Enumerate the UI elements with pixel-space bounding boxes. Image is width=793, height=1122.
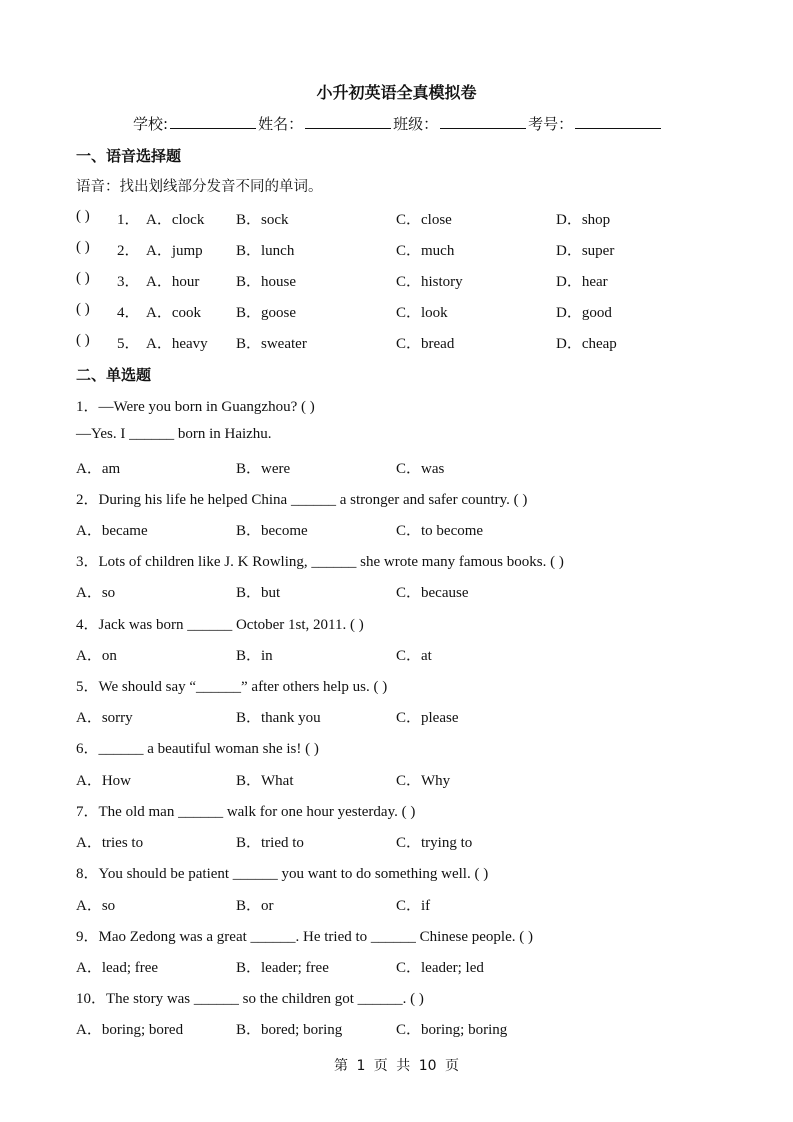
question-number: 1． [117,212,140,228]
option-a: A．on [76,648,117,664]
phonetics-question-1 [0,208,793,230]
option-c: C．look [396,305,448,321]
option-b: B．lunch [236,243,295,259]
option-b: B．in [236,648,273,664]
mcq-5-stem [0,675,793,697]
option-a: A．sorry [76,710,133,726]
mcq-6-options [0,769,793,791]
option-b: B．sweater [236,336,307,352]
answer-paren[interactable]: ( ) [76,270,90,286]
option-a: A．How [76,773,131,789]
name-blank[interactable] [305,113,391,129]
mcq-4-stem [0,613,793,635]
mcq-8-stem [0,862,793,884]
mcq-10-options [0,1018,793,1040]
question-stem: 9．Mao Zedong was a great ______. He tried to ______ Chinese people. ( ) [76,929,533,945]
phonetics-question-4 [0,301,793,323]
question-stem: 4．Jack was born ______ October 1st, 2011. ( ) [76,617,364,633]
question-stem: 2．During his life he helped China ______ a stronger and safer country. ( ) [76,492,528,508]
name-label: 姓名： [258,115,304,133]
option-a: A．so [76,585,116,601]
option-a: A．clock [146,212,205,228]
question-stem-reply: —Yes. I ______ born in Haizhu. [76,426,272,442]
question-stem: 6．______ a beautiful woman she is! ( ) [76,741,319,757]
option-b: B．tried to [236,835,304,851]
option-c: C．to become [396,523,484,539]
option-d: D．hear [556,274,608,290]
question-stem: 3．Lots of children like J. K Rowling, ______ she wrote many famous books. ( ) [76,554,564,570]
option-b: B．bored; boring [236,1022,343,1038]
option-a: A．jump [146,243,203,259]
option-a: A．tries to [76,835,144,851]
option-b: B．leader; free [236,960,329,976]
question-stem: 8．You should be patient ______ you want to do something well. ( ) [76,866,489,882]
page-footer: 第 1 页 共 10 页 [334,1058,459,1074]
option-c: C．if [396,898,431,914]
student-info-line [133,113,663,134]
option-c: C．because [396,585,469,601]
option-a: A．boring; bored [76,1022,184,1038]
mcq-1-stem-reply [0,426,793,448]
option-b: B．goose [236,305,297,321]
option-c: C．bread [396,336,455,352]
option-a: A．so [76,898,116,914]
question-number: 5． [117,336,140,352]
option-a: A．heavy [146,336,208,352]
option-c: C．boring; boring [396,1022,508,1038]
option-b: B．become [236,523,308,539]
mcq-4-options [0,644,793,666]
option-c: C．please [396,710,459,726]
option-d: D．super [556,243,615,259]
phonetics-question-2 [0,239,793,261]
mcq-3-options [0,581,793,603]
option-b: B．were [236,461,291,477]
option-b: B．or [236,898,274,914]
school-label: 学校: [133,115,169,133]
mcq-6-stem [0,737,793,759]
mcq-1-options [0,457,793,479]
option-a: A．cook [146,305,201,321]
option-b: B．What [236,773,294,789]
option-c: C．history [396,274,463,290]
option-c: C．Why [396,773,451,789]
option-b: B．house [236,274,297,290]
exam-no-blank[interactable] [575,113,661,129]
question-stem: 10．The story was ______ so the children got ______. ( ) [76,991,424,1007]
answer-paren[interactable]: ( ) [76,301,90,317]
option-a: A．hour [146,274,200,290]
answer-paren[interactable]: ( ) [76,208,90,224]
question-stem: 1．—Were you born in Guangzhou? ( ) [76,399,315,415]
mcq-2-options [0,519,793,541]
mcq-5-options [0,706,793,728]
section1-instruction: 语音：找出划线部分发音不同的单词。 [76,179,323,195]
question-number: 4． [117,305,140,321]
phonetics-question-5 [0,332,793,354]
school-blank[interactable] [170,113,256,129]
question-stem: 7．The old man ______ walk for one hour yesterday. ( ) [76,804,416,820]
mcq-2-stem [0,488,793,510]
option-c: C．close [396,212,452,228]
question-stem: 5．We should say “______” after others help us. ( ) [76,679,388,695]
option-a: A．lead; free [76,960,159,976]
option-d: D．shop [556,212,611,228]
option-a: A．became [76,523,148,539]
option-b: B．sock [236,212,289,228]
class-label: 班级： [393,115,439,133]
section1-heading: 一、语音选择题 [76,147,182,165]
option-d: D．good [556,305,612,321]
option-c: C．leader; led [396,960,484,976]
option-d: D．cheap [556,336,617,352]
option-c: C．much [396,243,455,259]
question-number: 3． [117,274,140,290]
option-b: B．thank you [236,710,321,726]
mcq-3-stem [0,550,793,572]
mcq-7-options [0,831,793,853]
mcq-10-stem [0,987,793,1009]
mcq-9-stem [0,925,793,947]
class-blank[interactable] [440,113,526,129]
mcq-8-options [0,894,793,916]
answer-paren[interactable]: ( ) [76,239,90,255]
mcq-9-options [0,956,793,978]
option-a: A．am [76,461,121,477]
exam-no-label: 考号： [528,115,574,133]
mcq-1-stem [0,395,793,417]
phonetics-question-3 [0,270,793,292]
mcq-7-stem [0,800,793,822]
page-title: 小升初英语全真模拟卷 [316,83,477,102]
section2-heading: 二、单选题 [76,366,152,384]
option-c: C．was [396,461,445,477]
option-c: C．at [396,648,432,664]
option-c: C．trying to [396,835,473,851]
answer-paren[interactable]: ( ) [76,332,90,348]
question-number: 2． [117,243,140,259]
option-b: B．but [236,585,281,601]
